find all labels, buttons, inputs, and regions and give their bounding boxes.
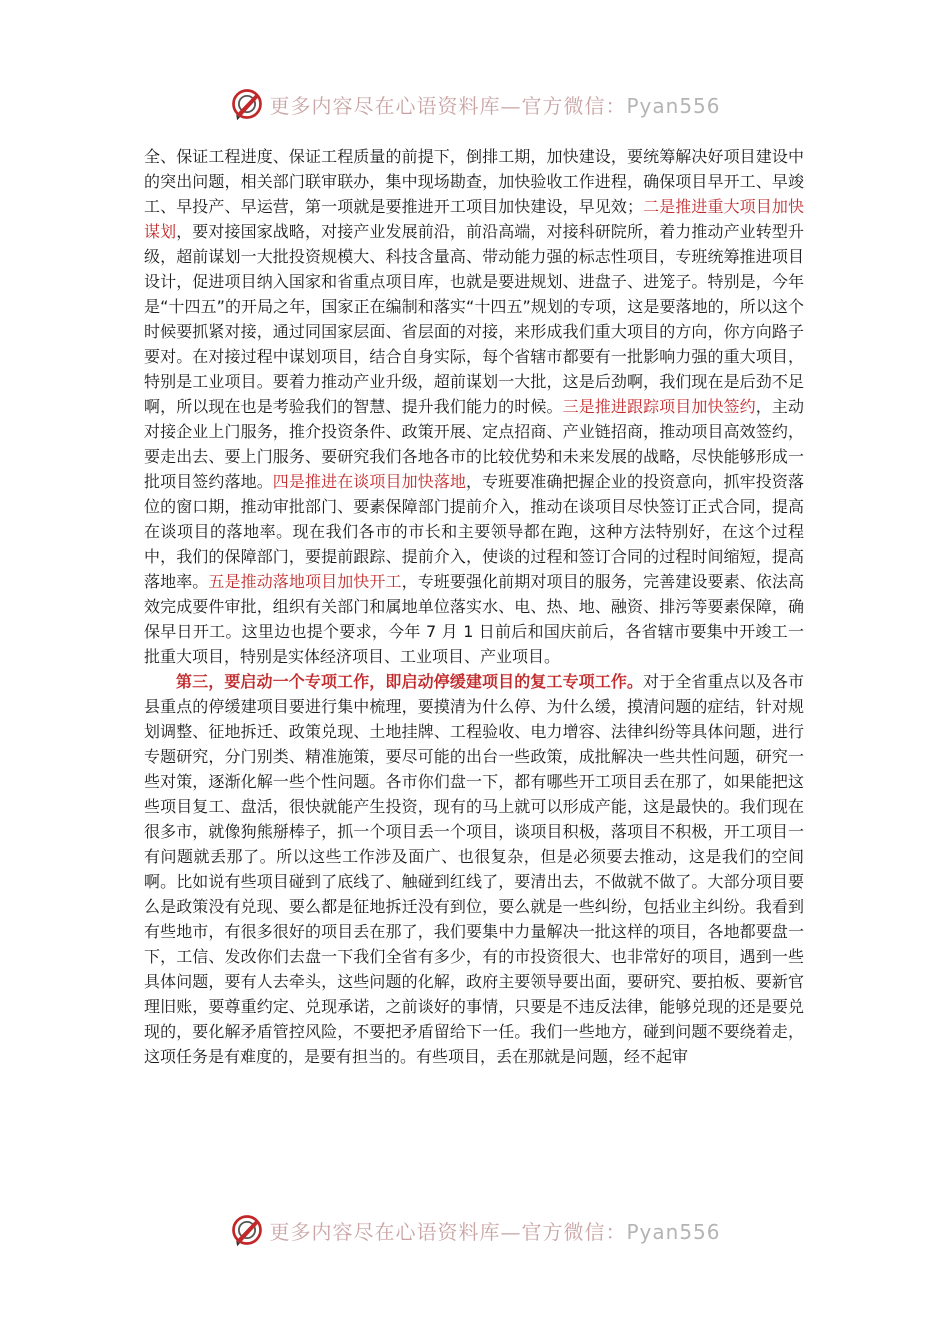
footer-banner-text: 更多内容尽在心语资料库—官方微信：Pyan556 [269, 1219, 721, 1244]
header-wechat-id: Pyan556 [626, 93, 721, 118]
section-3-heading: 第三，要启动一个专项工作，即启动停缓建项目的复工专项工作。 [176, 672, 644, 691]
paragraph-1: 全、保证工程进度、保证工程质量的前提下，倒排工期，加快建设，要统筹解决好项目建设中的突出问题，相关部门联审联办，集中现场勘查，加快验收工作进程，确保项目早开工、早竣工、早投产、早运营，第一项就是要推进开工项目加快建设，早见效；二是推进重大项目加快谋划，要对接国家战略，对接产业发展前沿，前沿高端，对接科研院所，着力推动产业转型升级，超前谋划一大批投资规模大、科技含量高、带动能力强的标志性项目，专班统筹推进项目设计，促进项目纳入国家和省重点项目库，也就是要进规划、进盘子、进笼子。特别是，今年是“十四五”的开局之年，国家正在编制和落实“十四五”规划的专项，这是要落地的，所以这个时候要抓紧对接，通过同国家层面、省层面的对接，来形成我们重大项目的方向，你方向路子要对。在对接过程中谋划项目，结合自身实际，每个省辖市都要有一批影响力强的重大项目，特别是工业项目。要着力推动产业升级，超前谋划一大批，这是后劲啊，我们现在是后劲不足啊，所以现在也是考验我们的智慧、提升我们能力的时候。三是推进跟踪项目加快签约，主动对接企业上门服务，推介投资条件、政策开展、定点招商、产业链招商，推动项目高效签约，要走出去、要上门服务、要研究我们各地各市的比较优势和未来发展的战略，尽快能够形成一批项目签约落地。四是推进在谈项目加快落地，专班要准确把握企业的投资意向，抓牢投资落位的窗口期，推动审批部门、要素保障部门提前介入，推动在谈项目尽快签订正式合同，提高在谈项目的落地率。现在我们各市的市长和主要领导都在跑，这种方法特别好，在这个过程中，我们的保障部门，要提前跟踪、提前介入，使谈的过程和签订合同的过程时间缩短，提高落地率。五是推动落地项目加快开工，专班要强化前期对项目的服务，完善建设要素、依法高效完成要件审批，组织有关部门和属地单位落实水、电、热、地、融资、排污等要素保障，确保早日开工。这里边也提个要求，今年 7 月 1 日前后和国庆前后，各省辖市要集中开竣工一批重大项目，特别是实体经济项目、工业项目、产业项目。 [144, 147, 804, 666]
xinyu-logo-icon [229, 86, 265, 122]
point-4-heading: 四是推进在谈项目加快落地 [272, 472, 466, 491]
footer-wechat-id: Pyan556 [626, 1219, 721, 1244]
header-banner-text: 更多内容尽在心语资料库—官方微信：Pyan556 [269, 93, 721, 118]
point-3-heading: 三是推进跟踪项目加快签约 [562, 397, 756, 416]
xinyu-logo-icon [229, 1212, 265, 1248]
point-2-heading: 二是推进重大项目加快谋划 [144, 197, 804, 241]
footer-banner [0, 1210, 950, 1250]
header-banner [0, 84, 950, 124]
document-body [144, 144, 804, 1069]
paragraph-2: 第三，要启动一个专项工作，即启动停缓建项目的复工专项工作。对于全省重点以及各市县重点的停缓建项目要进行集中梳理，要摸清为什么停、为什么缓，摸清问题的症结，针对规划调整、征地拆迁、政策兑现、土地挂牌、工程验收、电力增容、法律纠纷等具体问题，进行专题研究，分门别类、精准施策，要尽可能的出台一些政策，成批解决一些共性问题，研究一些对策，逐渐化解一些个性问题。各市你们盘一下，都有哪些开工项目丢在那了，如果能把这些项目复工、盘活，很快就能产生投资，现有的马上就可以形成产能，这是最快的。我们现在很多市，就像狗熊掰棒子，抓一个项目丢一个项目，谈项目积极，落项目不积极，开工项目一有问题就丢那了。所以这些工作涉及面广、也很复杂，但是必须要去推动，这是我们的空间啊。比如说有些项目碰到了底线了、触碰到红线了，要清出去，不做就不做了。大部分项目要么是政策没有兑现、要么都是征地拆迁没有到位，要么就是一些纠纷，包括业主纠纷。我看到有些地市，有很多很好的项目丢在那了，我们要集中力量解决一批这样的项目，各地都要盘一下，工信、发改你们去盘一下我们全省有多少，有的市投资很大、也非常好的项目，遇到一些具体问题，要有人去牵头，这些问题的化解，政府主要领导要出面，要研究、要拍板、要新官理旧账，要尊重约定、兑现承诺，之前谈好的事情，只要是不违反法律，能够兑现的还是要兑现的，要化解矛盾管控风险，不要把矛盾留给下一任。我们一些地方，碰到问题不要绕着走，这项任务是有难度的，是要有担当的。有些项目，丢在那就是问题，经不起审 [144, 672, 804, 1066]
point-5-heading: 五是推动落地项目加快开工 [208, 572, 402, 591]
